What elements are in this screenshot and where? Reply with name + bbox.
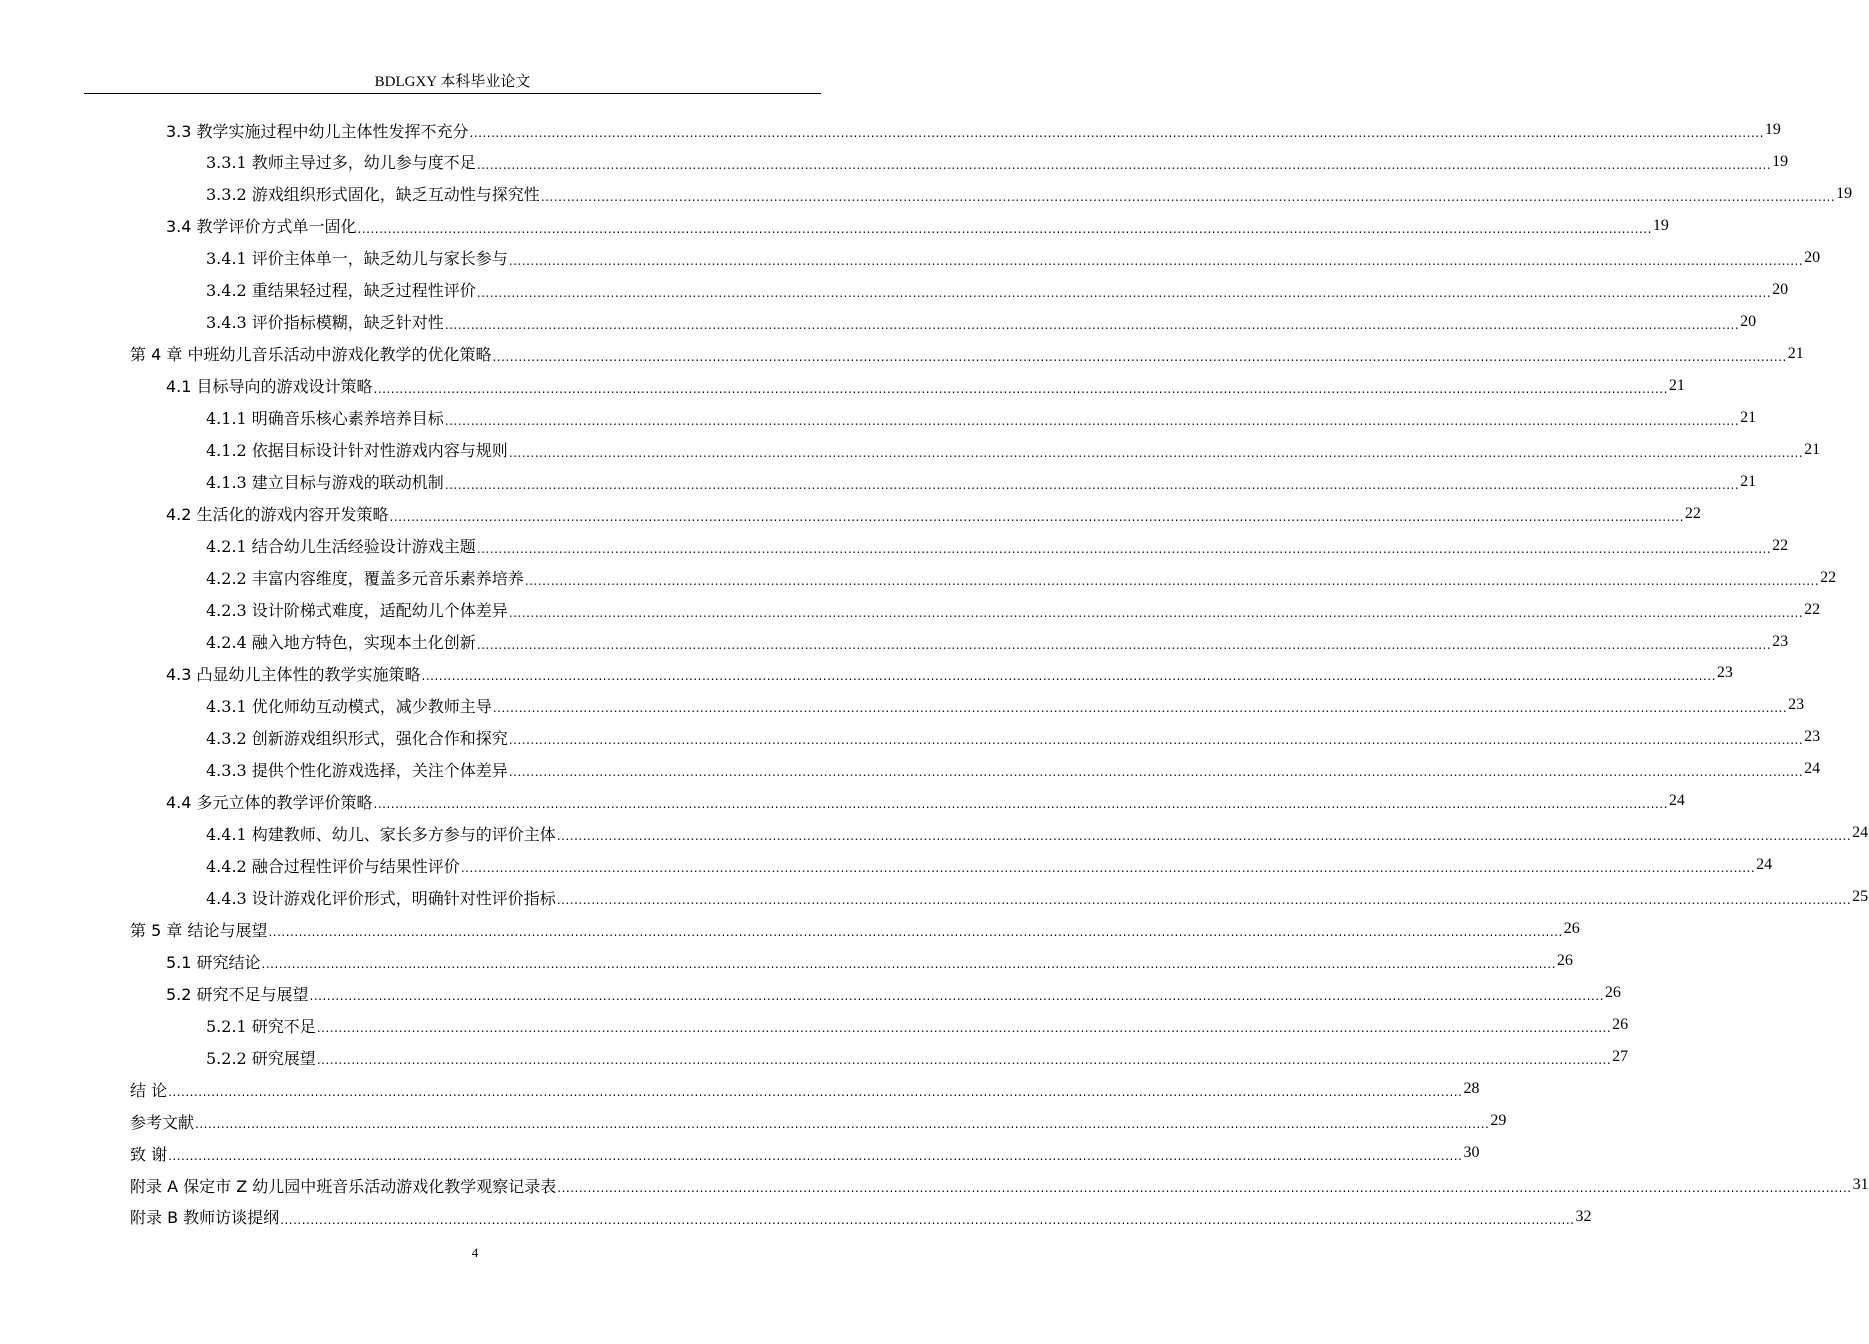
- toc-entry[interactable]: [166, 210, 1669, 242]
- toc-leader-dots: ............................................................................................................................................................................................................................................................................................................: [476, 541, 1772, 556]
- toc-entry-page: 19: [1652, 216, 1669, 234]
- toc-entry-title: 第 5 章 结论与展望: [130, 920, 268, 940]
- toc-entry-title: 4.2 生活化的游戏内容开发策略: [166, 505, 389, 525]
- toc-leader-dots: ............................................................................................................................................................................................................................................................................................................: [444, 413, 1740, 428]
- toc-entry[interactable]: [206, 274, 1789, 306]
- toc-entry[interactable]: [166, 977, 1621, 1009]
- toc-leader-dots: ............................................................................................................................................................................................................................................................................................................: [357, 221, 1652, 236]
- toc-leader-dots: ............................................................................................................................................................................................................................................................................................................: [261, 957, 1556, 972]
- toc-leader-dots: ............................................................................................................................................................................................................................................................................................................: [508, 445, 1804, 460]
- toc-entry-title: 第 4 章 中班幼儿音乐活动中游戏化教学的优化策略: [130, 345, 492, 365]
- toc-leader-dots: ............................................................................................................................................................................................................................................................................................................: [444, 477, 1740, 492]
- toc-entry-page: 21: [1804, 440, 1821, 458]
- toc-leader-dots: ............................................................................................................................................................................................................................................................................................................: [444, 317, 1740, 332]
- toc-entry-title: 4.1.3 建立目标与游戏的联动机制: [206, 473, 444, 493]
- toc-entry-page: 24: [1756, 856, 1773, 874]
- toc-entry-title: 4.2.1 结合幼儿生活经验设计游戏主题: [206, 537, 476, 557]
- toc-leader-dots: ............................................................................................................................................................................................................................................................................................................: [524, 573, 1820, 588]
- toc-entry-title: 3.4.3 评价指标模糊，缺乏针对性: [206, 313, 444, 333]
- toc-entry[interactable]: [166, 945, 1573, 977]
- toc-entry[interactable]: [206, 178, 1853, 210]
- toc-entry-page: 19: [1772, 152, 1789, 170]
- toc-entry[interactable]: [206, 146, 1789, 178]
- toc-entry-title: 3.4.2 重结果轻过程，缺乏过程性评价: [206, 281, 476, 301]
- toc-entry-title: 4.3 凸显幼儿主体性的教学实施策略: [166, 664, 421, 684]
- toc-entry[interactable]: [130, 338, 1804, 370]
- toc-leader-dots: ............................................................................................................................................................................................................................................................................................................: [268, 925, 1563, 940]
- toc-entry-title: 5.1 研究结论: [166, 952, 261, 972]
- toc-entry-page: 19: [1836, 184, 1853, 202]
- toc-entry-page: 21: [1740, 408, 1757, 426]
- toc-entry-title: 结 论: [130, 1080, 168, 1100]
- toc-entry[interactable]: [166, 498, 1701, 530]
- toc-leader-dots: ............................................................................................................................................................................................................................................................................................................: [309, 989, 1604, 1004]
- toc-entry-title: 3.3.2 游戏组织形式固化，缺乏互动性与探究性: [206, 185, 540, 205]
- toc-entry[interactable]: [130, 1169, 1869, 1201]
- toc-entry-page: 24: [1668, 792, 1685, 810]
- toc-leader-dots: ............................................................................................................................................................................................................................................................................................................: [492, 349, 1787, 364]
- toc-entry-title: 5.2.2 研究展望: [206, 1048, 316, 1068]
- toc-entry-title: 4.1 目标导向的游戏设计策略: [166, 377, 373, 397]
- toc-entry-page: 21: [1668, 376, 1685, 394]
- toc-entry-page: 26: [1612, 1016, 1629, 1034]
- toc-entry[interactable]: [166, 370, 1685, 402]
- toc-leader-dots: ............................................................................................................................................................................................................................................................................................................: [168, 1149, 1463, 1164]
- toc-entry-title: 4.2.2 丰富内容维度，覆盖多元音乐素养培养: [206, 569, 524, 589]
- toc-entry-title: 附录 B 教师访谈提纲: [130, 1208, 280, 1228]
- toc-entry[interactable]: [206, 689, 1805, 721]
- toc-entry-title: 3.4.1 评价主体单一，缺乏幼儿与家长参与: [206, 249, 508, 269]
- toc-entry[interactable]: [130, 1105, 1507, 1137]
- toc-entry-page: 26: [1563, 920, 1580, 938]
- toc-entry-page: 23: [1788, 696, 1805, 714]
- toc-entry[interactable]: [166, 114, 1781, 146]
- toc-leader-dots: ............................................................................................................................................................................................................................................................................................................: [492, 701, 1788, 716]
- toc-entry[interactable]: [206, 1041, 1629, 1073]
- toc-entry-title: 4.4.3 设计游戏化评价形式，明确针对性评价指标: [206, 888, 556, 908]
- toc-leader-dots: ............................................................................................................................................................................................................................................................................................................: [556, 893, 1852, 908]
- toc-entry-page: 22: [1804, 600, 1821, 618]
- toc-entry-title: 4.4 多元立体的教学评价策略: [166, 792, 373, 812]
- toc-leader-dots: ............................................................................................................................................................................................................................................................................................................: [508, 253, 1804, 268]
- toc-entry-title: 4.1.2 依据目标设计针对性游戏内容与规则: [206, 441, 508, 461]
- toc-entry[interactable]: [166, 785, 1685, 817]
- toc-entry[interactable]: [206, 562, 1837, 594]
- toc-entry-page: 21: [1787, 344, 1804, 362]
- page-header: BDLGXY 本科毕业论文: [374, 74, 531, 90]
- toc-entry-page: 21: [1740, 472, 1757, 490]
- toc-entry[interactable]: [130, 1073, 1480, 1105]
- toc-entry[interactable]: [206, 817, 1869, 849]
- toc-entry-page: 23: [1772, 632, 1789, 650]
- toc-entry-title: 4.4.1 构建教师、幼儿、家长多方参与的评价主体: [206, 824, 556, 844]
- toc-entry-title: 3.4 教学评价方式单一固化: [166, 217, 357, 237]
- toc-entry-title: 5.2.1 研究不足: [206, 1016, 316, 1036]
- toc-leader-dots: ............................................................................................................................................................................................................................................................................................................: [556, 829, 1852, 844]
- toc-entry-page: 24: [1852, 824, 1869, 842]
- toc-entry-page: 31: [1852, 1176, 1869, 1193]
- header-rule: [84, 93, 821, 94]
- toc-entry[interactable]: [130, 1201, 1592, 1233]
- toc-entry-page: 20: [1804, 248, 1821, 266]
- toc-entry-page: 20: [1772, 280, 1789, 298]
- toc-entry-page: 23: [1716, 664, 1733, 682]
- toc-entry[interactable]: [206, 881, 1869, 913]
- toc-entry[interactable]: [206, 753, 1821, 785]
- toc-leader-dots: ............................................................................................................................................................................................................................................................................................................: [508, 765, 1804, 780]
- toc-entry[interactable]: [206, 530, 1789, 562]
- toc-entry[interactable]: [206, 434, 1821, 466]
- toc-leader-dots: ............................................................................................................................................................................................................................................................................................................: [389, 509, 1684, 524]
- toc-leader-dots: ............................................................................................................................................................................................................................................................................................................: [557, 1181, 1852, 1195]
- toc-leader-dots: ............................................................................................................................................................................................................................................................................................................: [508, 733, 1804, 748]
- toc-leader-dots: ............................................................................................................................................................................................................................................................................................................: [195, 1117, 1490, 1132]
- toc-leader-dots: ............................................................................................................................................................................................................................................................................................................: [316, 1053, 1612, 1068]
- toc-entry-page: 29: [1490, 1112, 1507, 1130]
- toc-leader-dots: ............................................................................................................................................................................................................................................................................................................: [476, 157, 1772, 172]
- toc-entry-title: 4.4.2 融合过程性评价与结果性评价: [206, 856, 460, 876]
- toc-entry-title: 5.2 研究不足与展望: [166, 984, 309, 1004]
- toc-entry[interactable]: [206, 242, 1821, 274]
- toc-leader-dots: ............................................................................................................................................................................................................................................................................................................: [168, 1085, 1463, 1100]
- toc-entry-page: 19: [1764, 121, 1781, 138]
- toc-leader-dots: ............................................................................................................................................................................................................................................................................................................: [508, 605, 1804, 620]
- toc-entry-title: 4.2.3 设计阶梯式难度，适配幼儿个体差异: [206, 601, 508, 621]
- toc-entry-page: 30: [1463, 1144, 1480, 1162]
- toc-entry-title: 附录 A 保定市 Z 幼儿园中班音乐活动游戏化教学观察记录表: [130, 1176, 557, 1196]
- toc-leader-dots: ............................................................................................................................................................................................................................................................................................................: [316, 1021, 1612, 1036]
- toc-entry-page: 25: [1852, 888, 1869, 906]
- toc-leader-dots: ............................................................................................................................................................................................................................................................................................................: [373, 381, 1668, 396]
- toc-entry-page: 24: [1804, 760, 1821, 778]
- toc-entry-title: 3.3 教学实施过程中幼儿主体性发挥不充分: [166, 121, 469, 141]
- toc-entry-title: 4.1.1 明确音乐核心素养培养目标: [206, 409, 444, 429]
- toc-entry[interactable]: [206, 402, 1757, 434]
- toc-entry[interactable]: [206, 721, 1821, 753]
- toc-entry[interactable]: [206, 626, 1789, 658]
- toc-leader-dots: ............................................................................................................................................................................................................................................................................................................: [460, 861, 1756, 876]
- toc-entry-page: 22: [1820, 568, 1837, 586]
- toc-entry-page: 20: [1740, 312, 1757, 330]
- toc-leader-dots: ............................................................................................................................................................................................................................................................................................................: [476, 637, 1772, 652]
- toc-leader-dots: ............................................................................................................................................................................................................................................................................................................: [476, 285, 1772, 300]
- toc-entry[interactable]: [206, 306, 1757, 338]
- toc-leader-dots: ............................................................................................................................................................................................................................................................................................................: [469, 126, 1764, 140]
- toc-entry-page: 22: [1772, 536, 1789, 554]
- toc-leader-dots: ............................................................................................................................................................................................................................................................................................................: [280, 1212, 1575, 1227]
- page-number: 4: [471, 1245, 479, 1260]
- toc-entry[interactable]: [166, 657, 1733, 689]
- toc-entry-title: 3.3.1 教师主导过多，幼儿参与度不足: [206, 153, 476, 173]
- toc-entry-page: 23: [1804, 728, 1821, 746]
- toc-entry-title: 4.3.1 优化师幼互动模式，减少教师主导: [206, 696, 492, 716]
- toc-entry[interactable]: [130, 913, 1580, 945]
- toc-entry[interactable]: [206, 466, 1757, 498]
- toc-entry-title: 参考文献: [130, 1112, 195, 1132]
- toc-entry-title: 4.3.2 创新游戏组织形式，强化合作和探究: [206, 728, 508, 748]
- toc-entry-title: 4.3.3 提供个性化游戏选择，关注个体差异: [206, 760, 508, 780]
- toc-entry[interactable]: [130, 1137, 1480, 1169]
- toc-entry-title: 4.2.4 融入地方特色，实现本土化创新: [206, 633, 476, 653]
- toc-entry-page: 28: [1463, 1080, 1480, 1098]
- toc-entry[interactable]: [206, 849, 1773, 881]
- toc-entry-page: 26: [1556, 952, 1573, 970]
- toc-entry-title: 致 谢: [130, 1144, 168, 1164]
- toc-leader-dots: ............................................................................................................................................................................................................................................................................................................: [421, 669, 1716, 684]
- toc-entry[interactable]: [206, 594, 1821, 626]
- toc-entry-page: 26: [1604, 984, 1621, 1002]
- toc-entry-page: 27: [1612, 1048, 1629, 1066]
- toc-leader-dots: ............................................................................................................................................................................................................................................................................................................: [540, 189, 1836, 204]
- toc-entry[interactable]: [206, 1009, 1629, 1041]
- toc-entry-page: 32: [1575, 1207, 1592, 1225]
- toc-leader-dots: ............................................................................................................................................................................................................................................................................................................: [373, 797, 1668, 812]
- toc-entry-page: 22: [1684, 504, 1701, 522]
